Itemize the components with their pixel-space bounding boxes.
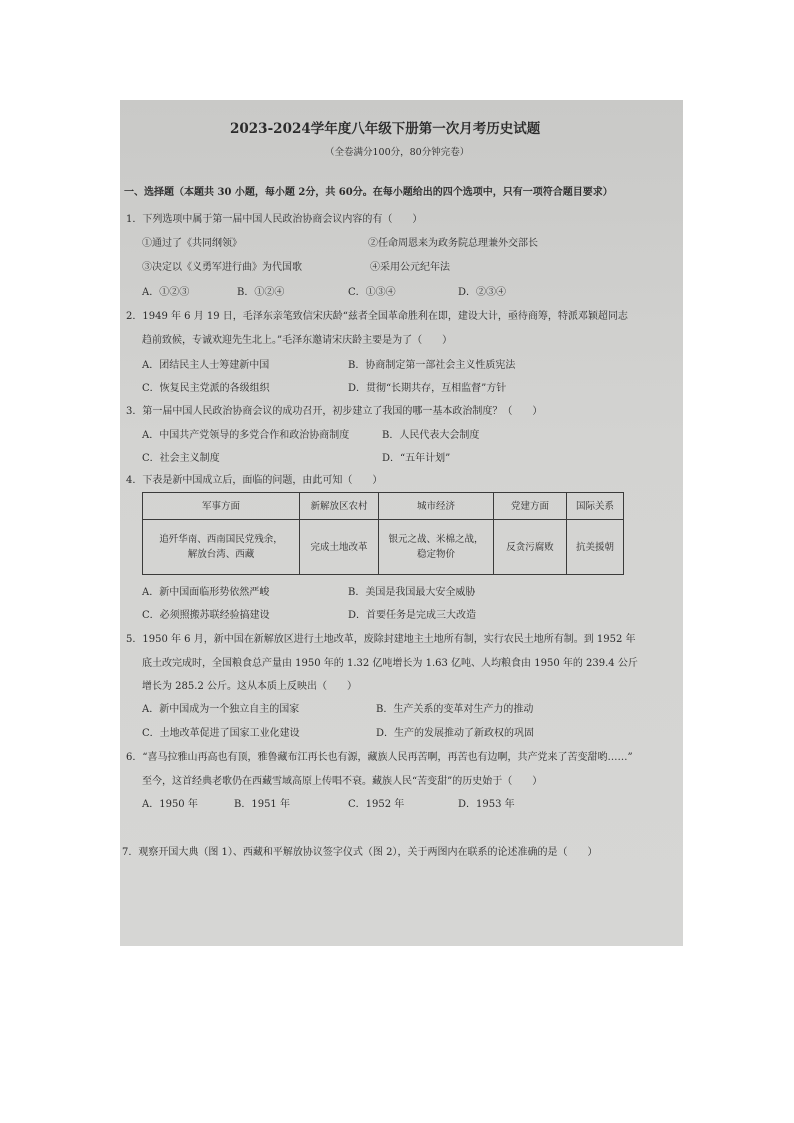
q5-option-a: A．新中国成为一个独立自主的国家: [142, 704, 300, 715]
q5-stem-line-1: 5．1950 年 6 月，新中国在新解放区进行土地改革，废除封建地主土地所有制，实行农民土地所有制。到 1952 年: [126, 634, 636, 645]
table-cell-party-building: 反贪污腐败: [494, 520, 567, 575]
q5-option-d: D．生产的发展推动了新政权的巩固: [376, 728, 535, 739]
q4-problems-table: [142, 492, 624, 575]
q6-option-c: C．1952 年: [348, 799, 405, 810]
q2-option-c: C．恢复民主党派的各级组织: [142, 383, 270, 394]
q4-option-b: B．美国是我国最大安全威胁: [348, 587, 476, 598]
q1-option-c: C．①③④: [348, 287, 396, 298]
q3-option-c: C．社会主义制度: [142, 453, 220, 464]
q6-option-a: A．1950 年: [142, 799, 198, 810]
q1-stem: 1．下列选项中属于第一届中国人民政治协商会议内容的有（ ）: [126, 214, 423, 225]
q6-stem-line-2: 至今，这首经典老歌仍在西藏雪域高原上传唱不衰。藏族人民“苦变甜”的历史始于（ ）: [142, 776, 543, 787]
table-header-urban-economy: 城市经济: [379, 493, 494, 520]
q3-option-d: D．“五年计划”: [382, 453, 451, 464]
q1-option-a: A．①②③: [142, 287, 190, 298]
q3-option-a: A．中国共产党领导的多党合作和政治协商制度: [142, 430, 350, 441]
q5-option-c: C．土地改革促进了国家工业化建设: [142, 728, 300, 739]
exam-title: 2023-2024学年度八年级下册第一次月考历史试题: [230, 121, 541, 137]
q4-option-a: A．新中国面临形势依然严峻: [142, 587, 270, 598]
q3-option-b: B．人民代表大会制度: [382, 430, 480, 441]
q3-stem: 3．第一届中国人民政治协商会议的成功召开，初步建立了我国的哪一基本政治制度？（ ）: [126, 406, 543, 417]
section-heading: 一、选择题（本题共 30 小题，每小题 2分，共 60分。在每小题给出的四个选项中，只有一项符合题目要求）: [124, 187, 613, 198]
q2-stem-line-1: 2．1949 年 6 月 19 日，毛泽东亲笔致信宋庆龄“兹者全国革命胜利在即，建设大计，亟待商筹，特派邓颖超同志: [126, 311, 628, 322]
table-cell-rural: 完成土地改革: [300, 520, 379, 575]
q6-stem-line-1: 6．“喜马拉雅山再高也有顶，雅鲁藏布江再长也有源，藏族人民再苦啊，再苦也有边啊，共产党来了苦变甜哟……”: [126, 752, 633, 763]
table-header-party-building: 党建方面: [494, 493, 567, 520]
q2-option-a: A．团结民主人士筹建新中国: [142, 360, 270, 371]
q1-item-4: ④采用公元纪年法: [370, 262, 450, 273]
q2-option-d: D．贯彻“长期共存，互相监督”方针: [348, 383, 507, 394]
table-header-military: 军事方面: [143, 493, 300, 520]
q1-option-b: B．①②④: [237, 287, 285, 298]
q1-item-1: ①通过了《共同纲领》: [142, 238, 242, 249]
q6-option-b: B．1951 年: [234, 799, 290, 810]
q1-option-d: D．②③④: [458, 287, 507, 298]
q2-option-b: B．协商制定第一部社会主义性质宪法: [348, 360, 516, 371]
exam-paper: [120, 100, 683, 946]
table-cell-international: 抗美援朝: [567, 520, 624, 575]
q5-stem-line-2: 底土改完成时，全国粮食总产量由 1950 年的 1.32 亿吨增长为 1.63 亿吨、人均粮食由 1950 年的 239.4 公斤: [142, 658, 638, 669]
table-cell-military: 追歼华南、西南国民党残余， 解放台湾、西藏: [143, 520, 300, 575]
q6-option-d: D．1953 年: [458, 799, 515, 810]
q1-item-3: ③决定以《义勇军进行曲》为代国歌: [142, 262, 302, 273]
q5-stem-line-3: 增长为 285.2 公斤。这从本质上反映出（ ）: [142, 681, 357, 692]
q1-item-2: ②任命周恩来为政务院总理兼外交部长: [368, 238, 538, 249]
table-cell-urban-economy: 银元之战、米棉之战， 稳定物价: [379, 520, 494, 575]
q2-stem-line-2: 趋前致候，专诚欢迎先生北上。”毛泽东邀请宋庆龄主要是为了（ ）: [142, 335, 453, 346]
exam-subtitle: （全卷满分100分，80分钟完卷）: [325, 147, 470, 158]
q4-option-c: C．必须照搬苏联经验搞建设: [142, 610, 270, 621]
q5-option-b: B．生产关系的变革对生产力的推动: [376, 704, 534, 715]
table-header-international: 国际关系: [567, 493, 624, 520]
q4-stem: 4．下表是新中国成立后，面临的问题，由此可知（ ）: [126, 475, 383, 486]
q7-stem: 7．观察开国大典（图 1）、西藏和平解放协议签字仪式（图 2），关于两图内在联系的论述准确的是（ ）: [122, 847, 598, 858]
table-header-rural: 新解放区农村: [300, 493, 379, 520]
q4-option-d: D．首要任务是完成三大改造: [348, 610, 477, 621]
